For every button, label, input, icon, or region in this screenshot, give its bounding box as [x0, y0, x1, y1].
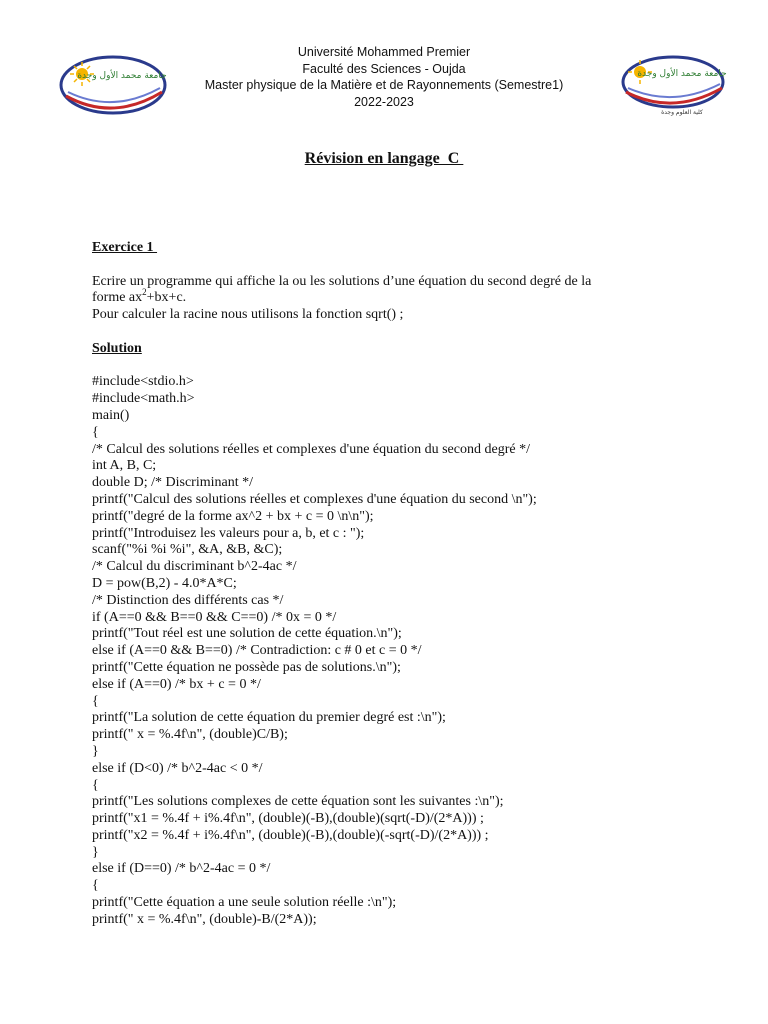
code-line: printf("La solution de cette équation du premier degré est :\n"); [92, 710, 446, 726]
code-line: if (A==0 && B==0 && C==0) /* 0x = 0 */ [92, 609, 337, 625]
exercise-statement-line-2 [92, 287, 692, 307]
code-line: printf("Tout réel est une solution de cette équation.\n"); [92, 626, 402, 642]
code-line: #include<stdio.h> [92, 374, 194, 390]
code-line: printf("x1 = %.4f + i%.4f\n", (double)(-B),(double)(sqrt(-D)/(2*A))) ; [92, 811, 484, 827]
code-line: else if (A==0) /* bx + c = 0 */ [92, 676, 261, 692]
exponent-2: 2 [142, 287, 147, 298]
code-line: /* Calcul du discriminant b^2-4ac */ [92, 559, 297, 575]
code-line: printf("Cette équation a une seule solution réelle :\n"); [92, 895, 397, 911]
code-line: printf("Les solutions complexes de cette équation sont les suivantes :\n"); [92, 794, 504, 810]
code-line: printf(" x = %.4f\n", (double)-B/(2*A)); [92, 911, 317, 927]
code-line: printf("Cette équation ne possède pas de solutions.\n"); [92, 659, 401, 675]
logo-right-arabic: جامعة محمد الأول وجدة [637, 69, 727, 79]
master-program: Master physique de la Matière et de Rayonnements (Semestre1) [204, 78, 564, 92]
logo-right-caption: كلية العلوم وجدة [661, 109, 703, 116]
code-line: printf("degré de la forme ax^2 + bx + c = 0 \n\n"); [92, 508, 374, 524]
code-line: scanf("%i %i %i", &A, &B, &C); [92, 542, 283, 558]
institution-header [0, 44, 768, 110]
code-line: { [92, 878, 99, 894]
code-line: else if (D<0) /* b^2-4ac < 0 */ [92, 760, 263, 776]
statement-forme-prefix: forme ax [92, 290, 143, 306]
solution-code-block [92, 374, 692, 928]
code-line: printf("Introduisez les valeurs pour a, b, et c : "); [92, 525, 365, 541]
faculty-name: Faculté des Sciences - Oujda [302, 61, 466, 76]
code-line: { [92, 693, 99, 709]
code-line: } [92, 844, 99, 860]
code-line: else if (D==0) /* b^2-4ac = 0 */ [92, 861, 271, 877]
document-title-text: Révision en langage C [304, 150, 464, 167]
document-body [92, 240, 692, 929]
document-title [0, 150, 768, 168]
exercise-statement-line-1: Ecrire un programme qui affiche la ou les solutions d’une équation du second degré de la [92, 273, 592, 289]
code-line: main() [92, 407, 130, 423]
solution-heading: Solution [92, 340, 142, 356]
code-line: } [92, 743, 99, 759]
code-line: printf("Calcul des solutions réelles et complexes d'une équation du second \n"); [92, 491, 537, 507]
code-line: { [92, 424, 99, 440]
university-name: Université Mohammed Premier [297, 45, 471, 59]
logo-left-arabic: جامعة محمد الأول وجدة [77, 71, 167, 81]
code-line: int A, B, C; [92, 458, 157, 474]
code-line: /* Calcul des solutions réelles et complexes d'une équation du second degré */ [92, 441, 530, 457]
code-line: printf("x2 = %.4f + i%.4f\n", (double)(-B),(double)(-sqrt(-D)/(2*A))) ; [92, 827, 489, 843]
code-line: D = pow(B,2) - 4.0*A*C; [92, 575, 237, 591]
statement-forme-suffix: +bx+c. [146, 290, 187, 306]
code-line: else if (A==0 && B==0) /* Contradiction: c # 0 et c = 0 */ [92, 643, 422, 659]
code-line: /* Distinction des différents cas */ [92, 592, 284, 608]
code-line: { [92, 777, 99, 793]
code-line: #include<math.h> [92, 391, 195, 407]
academic-year: 2022-2023 [354, 94, 414, 109]
code-line: double D; /* Discriminant */ [92, 475, 253, 491]
exercise-heading: Exercice 1 [92, 240, 158, 255]
code-line: printf(" x = %.4f\n", (double)C/B); [92, 727, 288, 743]
exercise-statement-line-3: Pour calculer la racine nous utilisons la fonction sqrt() ; [92, 307, 404, 323]
